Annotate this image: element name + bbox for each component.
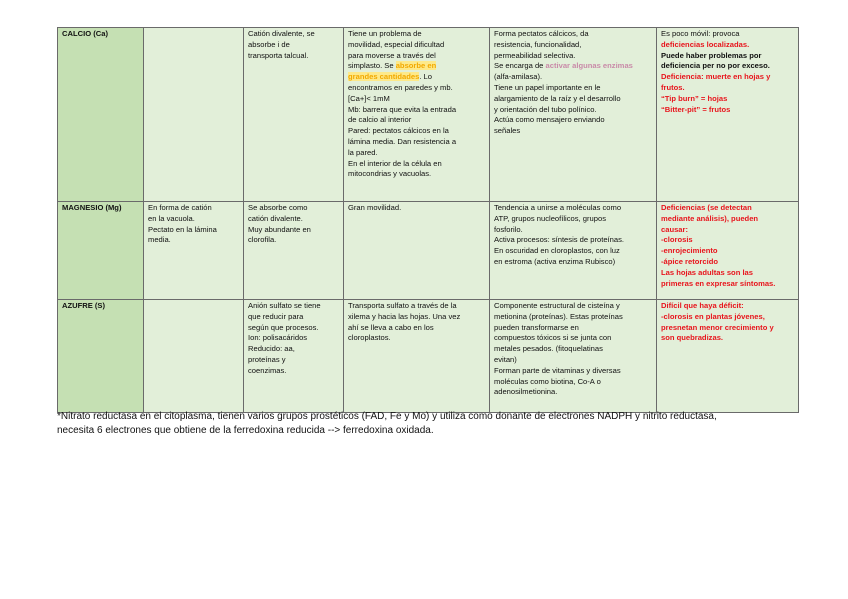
text-line: Activa procesos: síntesis de proteínas.: [494, 235, 625, 245]
text-fragment: Se encarga de: [494, 61, 546, 71]
nutrient-name: AZUFRE (S): [62, 301, 106, 310]
text-line: En oscuridad en cloroplastos, con luz: [494, 246, 620, 256]
absorption-cell: [244, 300, 344, 413]
deficiency-cell: [657, 28, 799, 202]
text-line: Se absorbe como: [248, 203, 308, 212]
text-line: Actúa como mensajero enviando: [494, 115, 605, 125]
red-text-line: mediante análisis), pueden: [661, 213, 759, 223]
table-row-magnesio: [58, 202, 799, 300]
text-line: Pectato en la lámina: [148, 224, 217, 234]
text-line: proteínas y: [248, 354, 286, 364]
text-line: absorbe i de: [248, 39, 290, 49]
text-line: según que procesos.: [248, 322, 319, 332]
footnote-line: *Nitrato reductasa en el citoplasma, tienen varios grupos prostéticos (FAD, Fe y Mo) y utiliza como donante de electrones NADPH y nitrito reductasa,: [57, 411, 717, 422]
text-line: transporta talcual.: [248, 50, 309, 60]
absorption-cell: [244, 202, 344, 300]
text-line: señales: [494, 126, 521, 136]
nutrient-name-cell: [58, 202, 144, 300]
red-text-line: -ápice retorcido: [661, 256, 718, 266]
nutrient-name: MAGNESIO (Mg): [62, 203, 122, 212]
red-text-line: Deficiencia: muerte en hojas y: [661, 72, 771, 82]
table-row-azufre: [58, 300, 799, 413]
text-line: permeabilidad selectiva.: [494, 50, 576, 60]
footnote-line: necesita 6 electrones que obtiene de la ferredoxina reducida --> ferredoxina oxidada.: [57, 425, 434, 436]
red-text-line: son quebradizas.: [661, 333, 724, 343]
text-fragment: simplasto. Se: [348, 61, 396, 71]
text-line: encontramos en paredes y mb.: [348, 82, 453, 92]
text-line: para moverse a través del: [348, 50, 436, 60]
text-line: pueden transformarse en: [494, 322, 579, 332]
red-text-line: primeras en expresar síntomas.: [661, 278, 776, 288]
red-text-line: Difícil que haya déficit:: [661, 301, 744, 310]
text-line: metionina (proteínas). Estas proteínas: [494, 311, 623, 321]
text-line: Tiene un problema de: [348, 29, 422, 38]
text-line: deficiencia per no por exceso.: [661, 61, 770, 71]
transport-cell: [344, 28, 490, 202]
text-line: fosforilo.: [494, 224, 523, 234]
red-text-line: presnetan menor crecimiento y: [661, 322, 774, 332]
text-line: Gran movilidad.: [348, 203, 402, 212]
deficiency-cell: [657, 202, 799, 300]
text-line: Es poco móvil: provoca: [661, 29, 740, 38]
text-line: evitan): [494, 354, 517, 364]
form-cell: [144, 28, 244, 202]
red-text-line: Las hojas adultas son las: [661, 267, 754, 277]
absorption-cell: [244, 28, 344, 202]
text-line: cloroplastos.: [348, 333, 391, 343]
text-line: Tiene un papel importante en le: [494, 82, 601, 92]
red-text-line: frutos.: [661, 82, 685, 92]
function-cell: [490, 28, 657, 202]
red-text-line: “Tip burn” = hojas: [661, 93, 728, 103]
text-line: en la vacuola.: [148, 213, 195, 223]
text-line: [348, 61, 485, 72]
text-line: movilidad, especial dificultad: [348, 39, 445, 49]
text-line: Pared: pectatos cálcicos en la: [348, 126, 449, 136]
text-line: Forma pectatos cálcicos, da: [494, 29, 589, 38]
text-line: Muy abundante en: [248, 224, 311, 234]
text-line: compuestos tóxicos si se junta con: [494, 333, 612, 343]
nutrient-name: CALCIO (Ca): [62, 29, 108, 38]
text-line: resistencia, funcionalidad,: [494, 39, 582, 49]
red-text-line: -enrojecimiento: [661, 246, 718, 256]
transport-cell: [344, 300, 490, 413]
footnote: [57, 410, 807, 438]
text-line: xilema y hacia las hojas. Una vez: [348, 311, 461, 321]
text-line: lámina media. Dan resistencia a: [348, 136, 457, 146]
text-line: de calcio al interior: [348, 115, 412, 125]
text-line: catión divalente.: [248, 213, 303, 223]
text-fragment: . Lo: [419, 72, 432, 82]
red-text-line: deficiencias localizadas.: [661, 39, 750, 49]
text-line: Puede haber problemas por: [661, 50, 762, 60]
transport-cell: [344, 202, 490, 300]
red-text-line: -clorosis: [661, 235, 693, 245]
text-line: Ion: polisacáridos: [248, 333, 308, 343]
highlighted-text: grandes cantidades: [348, 72, 420, 82]
highlighted-text: activar algunas enzimas: [545, 61, 633, 71]
text-line: Componente estructural de cisteína y: [494, 301, 620, 310]
text-line: Catión divalente, se: [248, 29, 315, 38]
nutrient-name-cell: [58, 300, 144, 413]
text-line: adenosilmetionina.: [494, 387, 558, 397]
text-line: que reducir para: [248, 311, 304, 321]
form-cell: [144, 202, 244, 300]
text-line: [348, 72, 485, 83]
function-cell: [490, 300, 657, 413]
text-line: Forman parte de vitaminas y diversas: [494, 365, 621, 375]
highlighted-text: absorbe en: [395, 61, 437, 71]
red-text-line: -clorosis en plantas jóvenes,: [661, 311, 765, 321]
text-line: en estroma (activa enzima Rubisco): [494, 256, 616, 266]
nutrient-name-cell: [58, 28, 144, 202]
text-line: Reducido: aa,: [248, 344, 295, 354]
text-line: Anión sulfato se tiene: [248, 301, 321, 310]
text-line: moléculas como biotina, Co-A o: [494, 376, 601, 386]
text-line: (alfa-amilasa).: [494, 72, 543, 82]
text-line: y orientación del tubo polínico.: [494, 104, 597, 114]
text-line: clorofila.: [248, 235, 277, 245]
function-cell: [490, 202, 657, 300]
table-row-calcio: [58, 28, 799, 202]
text-line: alargamiento de la raíz y el desarrollo: [494, 93, 621, 103]
red-text-line: “Bitter-pit” = frutos: [661, 104, 731, 114]
deficiency-cell: [657, 300, 799, 413]
text-line: En forma de catión: [148, 203, 212, 212]
text-line: mitocondrias y vacuolas.: [348, 169, 432, 179]
form-cell: [144, 300, 244, 413]
text-line: [Ca+]< 1mM: [348, 93, 390, 103]
text-line: media.: [148, 235, 171, 245]
text-line: Mb: barrera que evita la entrada: [348, 104, 457, 114]
text-line: la pared.: [348, 147, 378, 157]
text-line: coenzimas.: [248, 365, 287, 375]
nutrient-table: [57, 27, 799, 413]
text-line: [494, 61, 652, 72]
red-text-line: Deficiencias (se detectan: [661, 203, 752, 212]
text-line: metales pesados. (fitoquelatinas: [494, 344, 603, 354]
text-line: ahí se lleva a cabo en los: [348, 322, 434, 332]
text-line: ATP, grupos nucleofílicos, grupos: [494, 213, 606, 223]
text-line: Tendencia a unirse a moléculas como: [494, 203, 622, 212]
text-line: En el interior de la célula en: [348, 158, 442, 168]
red-text-line: causar:: [661, 224, 689, 234]
text-line: Transporta sulfato a través de la: [348, 301, 457, 310]
